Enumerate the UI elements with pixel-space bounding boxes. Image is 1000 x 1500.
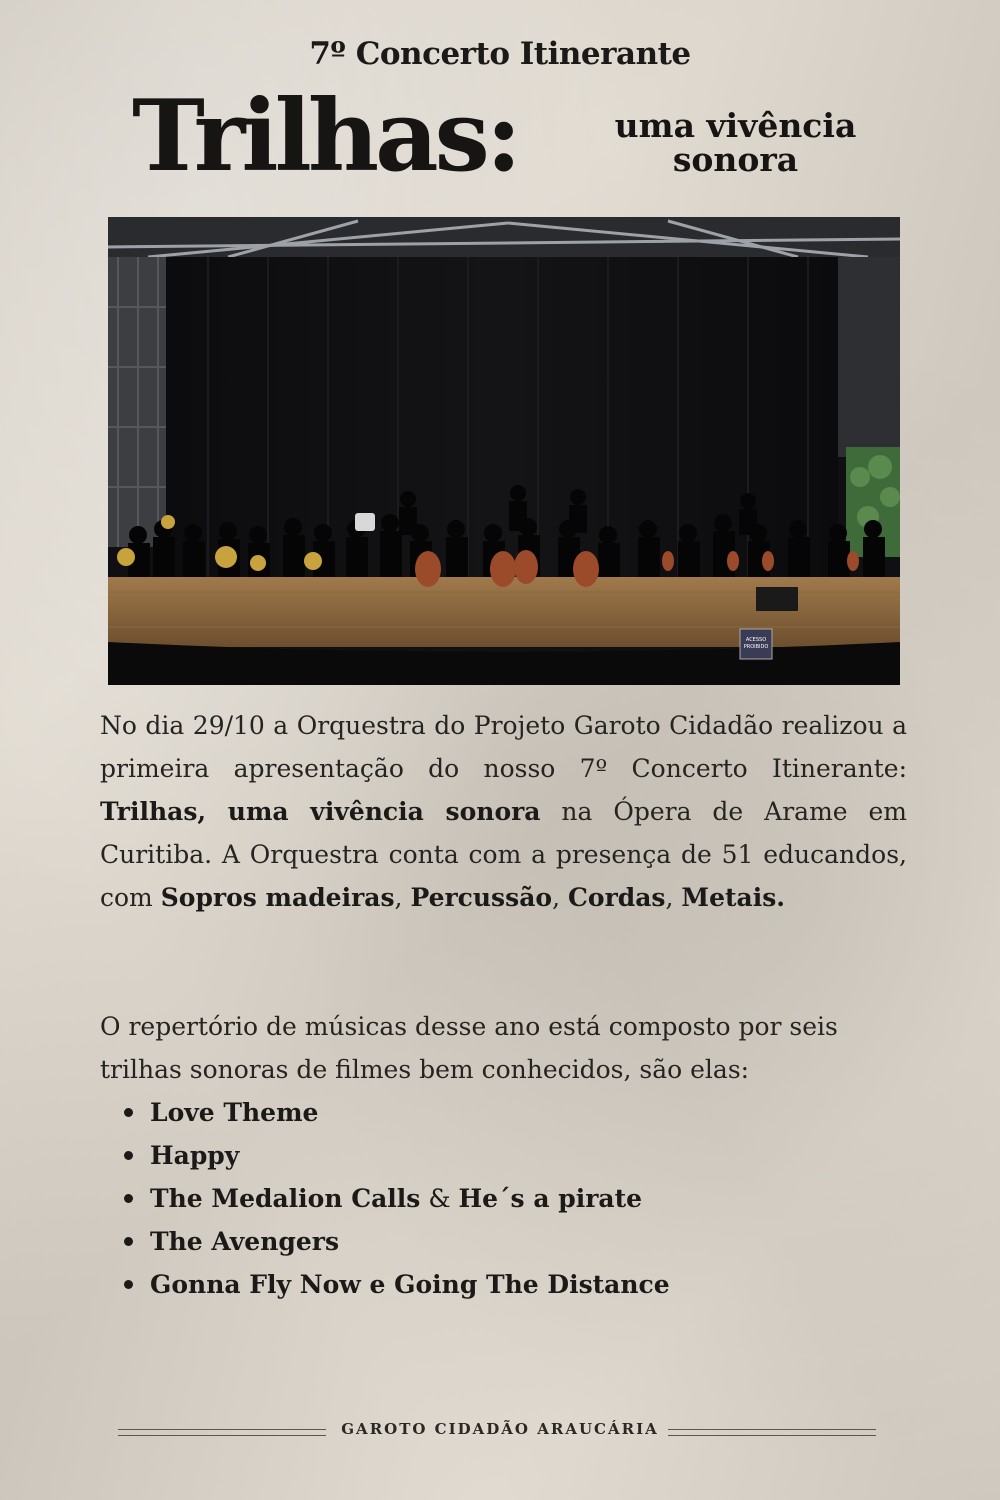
list-item [120, 1177, 670, 1220]
footer-label: GAROTO CIDADÃO ARAUCÁRIA [341, 1420, 659, 1438]
bullet-icon [124, 1237, 133, 1246]
track-ampersand: & [420, 1184, 459, 1213]
track-title: Gonna Fly Now e Going The Distance [150, 1270, 670, 1299]
title-subtitle [598, 106, 873, 179]
list-item [120, 1134, 670, 1177]
track-title: The Medalion Calls [150, 1184, 421, 1213]
intro-text-2: na Ópera de Arame em Curitiba. A Orquestra conta com a presença de 51 educandos, com [100, 797, 907, 912]
list-item [120, 1220, 670, 1263]
track-title: The Avengers [150, 1227, 340, 1256]
repertoire-paragraph: O repertório de músicas desse ano está composto por seis trilhas sonoras de filmes bem conhecidos, são elas: [100, 1012, 838, 1084]
sign-text-line1: ACESSO [745, 637, 767, 643]
concert-kicker: 7º Concerto Itinerante [309, 36, 691, 72]
list-item [120, 1091, 670, 1134]
intro-paragraph [100, 704, 907, 919]
intro-bold-brass: Metais. [681, 883, 786, 912]
intro-bold-percussion: Percussão [410, 883, 553, 912]
title-block [132, 79, 892, 194]
acesso-proibido-sign [740, 629, 772, 659]
title-subtitle-line1: uma vivência [614, 106, 857, 145]
bullet-icon [124, 1194, 133, 1203]
bullet-icon [124, 1108, 133, 1117]
title-main: Trilhas: [132, 79, 518, 194]
track-title: Love Theme [150, 1098, 319, 1127]
list-item [120, 1263, 670, 1306]
intro-sep-1: , [394, 883, 411, 912]
intro-sep-2: , [552, 883, 568, 912]
sign-text-line2: PROIBIDO [743, 644, 769, 650]
intro-bold-concert-name: Trilhas, uma vivência sonora [100, 797, 541, 826]
orchestra-photo [108, 217, 900, 685]
bullet-icon [124, 1151, 133, 1160]
track-title: Happy [150, 1141, 240, 1170]
intro-text-1: No dia 29/10 a Orquestra do Projeto Garoto Cidadão realizou a primeira apresentação do nosso 7º Concerto Itinerante: [100, 711, 907, 783]
title-subtitle-line2: sonora [672, 140, 799, 179]
footer [0, 1420, 1000, 1444]
intro-bold-woodwinds: Sopros madeiras [160, 883, 395, 912]
intro-sep-3: , [665, 883, 682, 912]
bullet-icon [124, 1280, 133, 1289]
orchestra-stage-illustration [108, 217, 900, 685]
intro-bold-strings: Cordas [568, 883, 666, 912]
footer-divider-right [668, 1429, 876, 1436]
track-title-second: He´s a pirate [458, 1184, 643, 1213]
repertoire-list [120, 1091, 670, 1306]
